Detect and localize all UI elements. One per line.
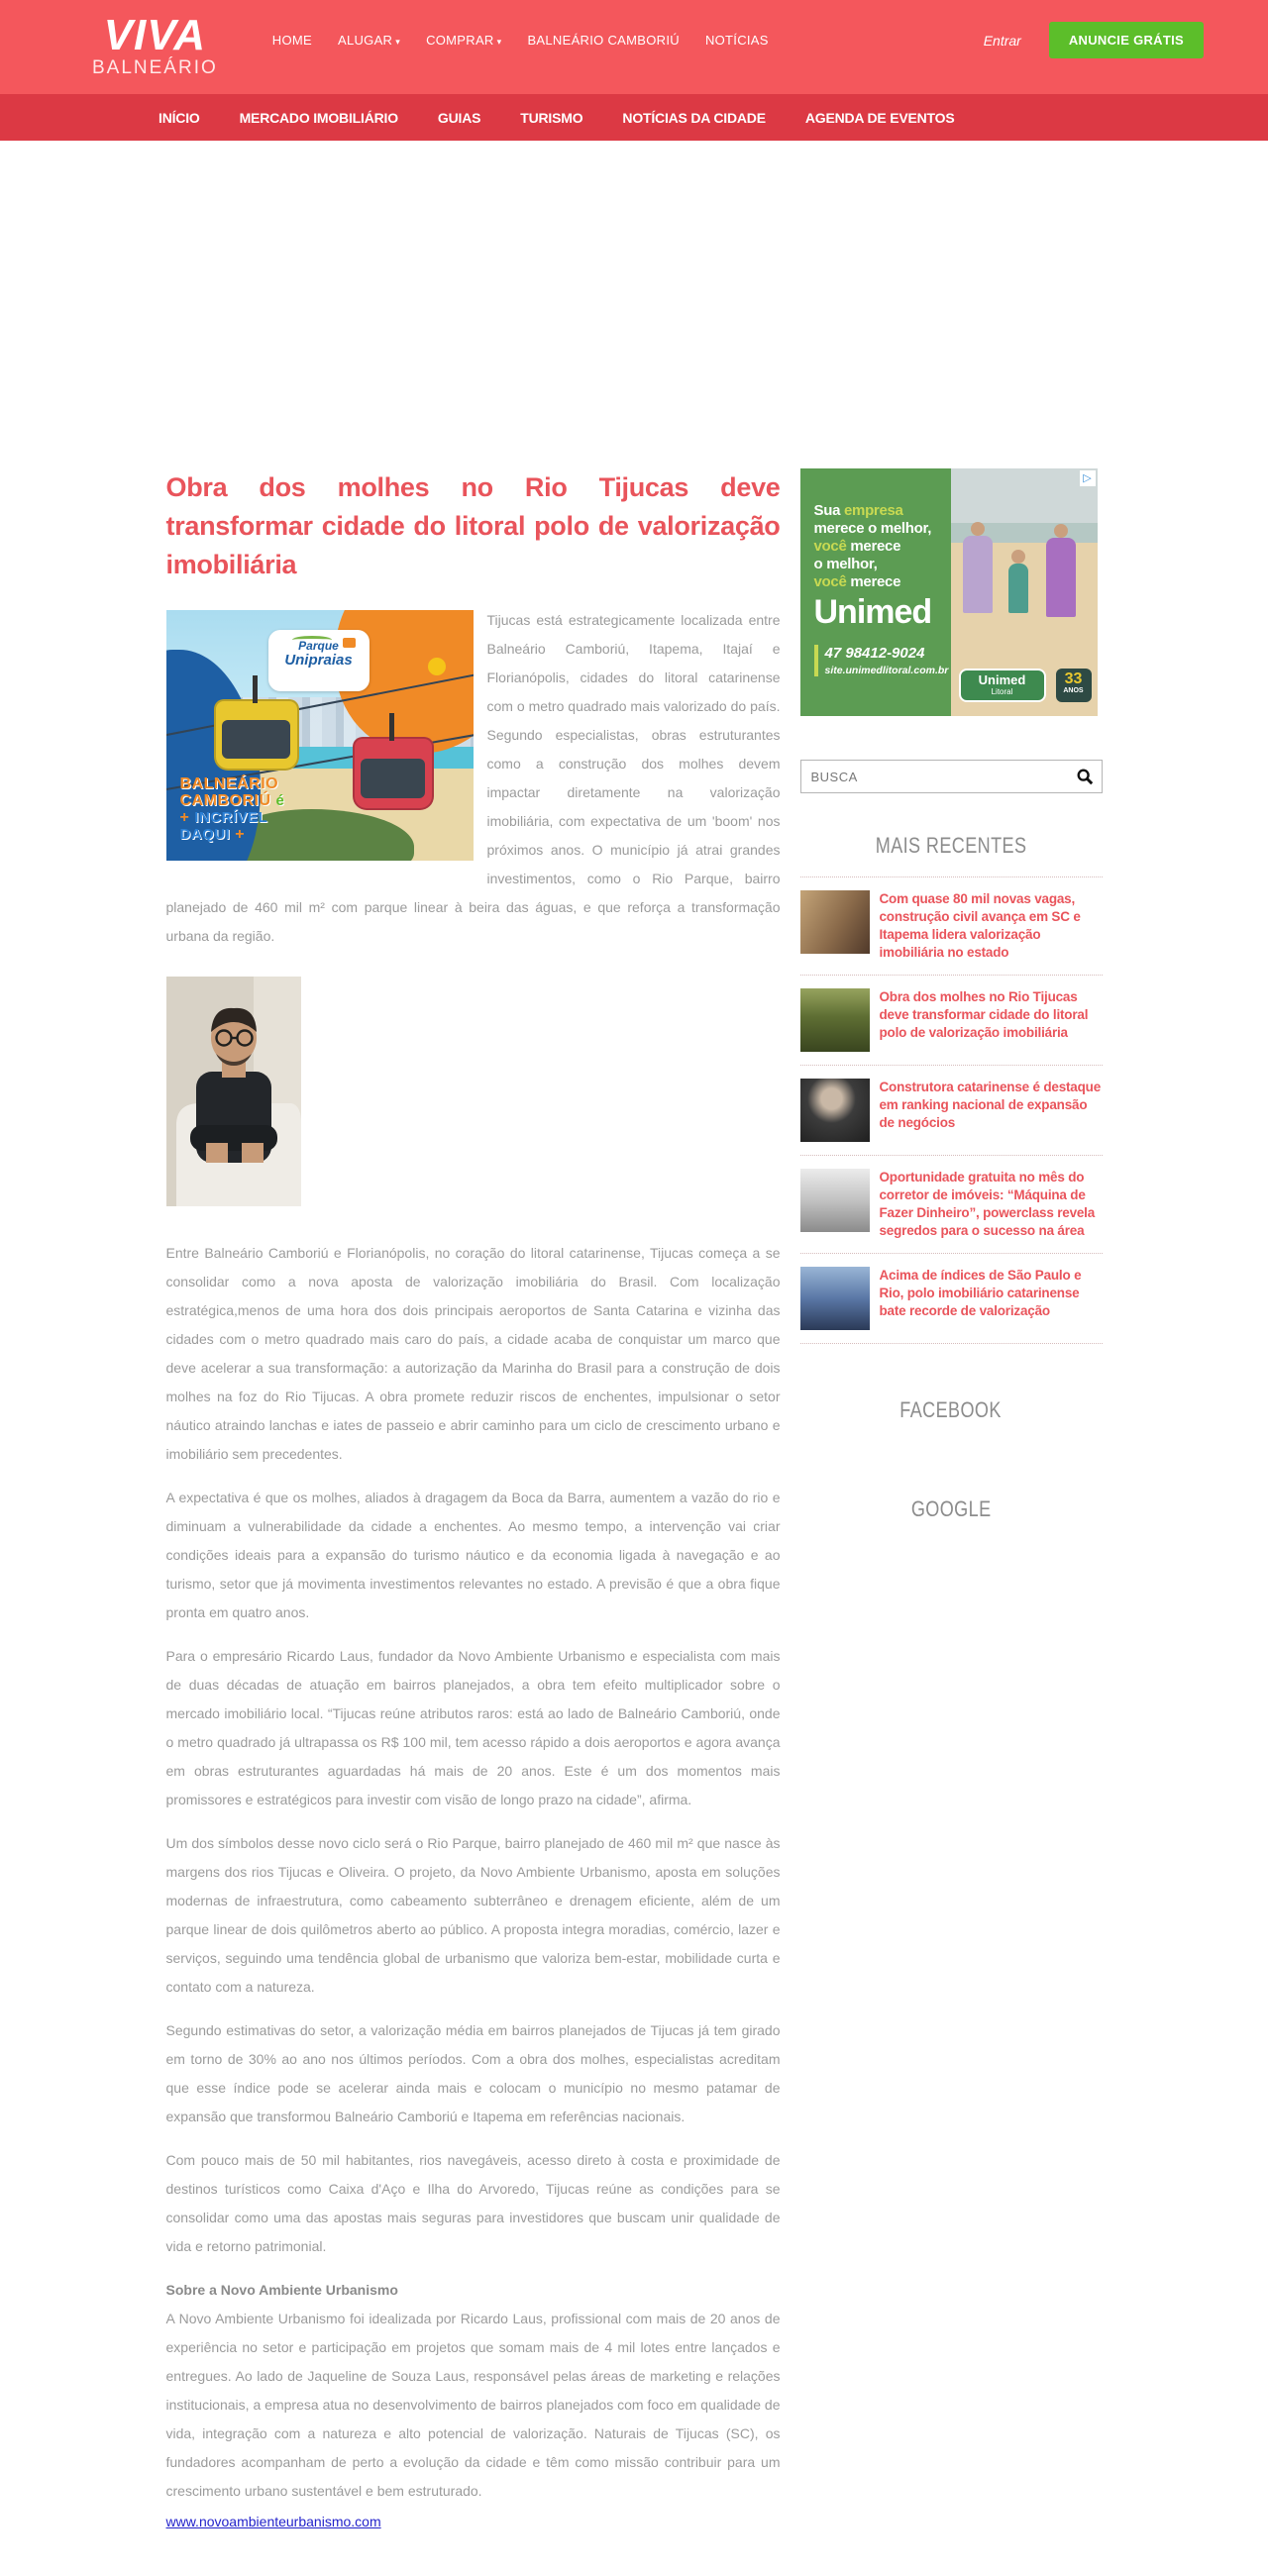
recent-article-item[interactable] <box>800 1155 1103 1253</box>
article-subheading: Sobre a Novo Ambiente Urbanismo <box>165 2282 398 2298</box>
site-header <box>0 0 1268 94</box>
badge-text: Parque <box>298 639 339 653</box>
ad-phone-number: 47 98412-9024 <box>824 645 925 662</box>
subnav-item-guias[interactable]: GUIAS <box>437 109 481 126</box>
facebook-heading: FACEBOOK <box>899 1397 1003 1422</box>
article-paragraph: Segundo estimativas do setor, a valorização média em bairros planejados de Tijucas já tem girado em torno de 30% ao ano nos últimos períodos. Com a obra dos molhes, especialistas acreditam que esse índice pode se acelerar ainda mais e colocam o município no mesmo patamar de expansão que transformou Balneário Camboriú e Itapema em referências nacionais. <box>165 2022 781 2124</box>
nav-item-label: HOME <box>271 33 312 48</box>
badge-brand: Unimed <box>978 672 1026 687</box>
slogan-line: INCRÍVEL <box>194 809 268 826</box>
adchoices-icon[interactable]: ▷ <box>1080 470 1096 486</box>
article-paragraph: A Novo Ambiente Urbanismo foi idealizada por Ricardo Laus, profissional com mais de 20 anos de experiência no setor e participação em projetos que somam mais de 4 mil lotes entre lançados e entregues. Ao lado de Jaqueline de Souza Laus, responsável pelas áreas de marketing e relações institucionais, a empresa atua no desenvolvimento de bairros planejados com foco em qualidade de vida, integração com a natureza e alto potencial de valorização. Naturais de Tijucas (SC), os fundadores acompanham de perto a evolução da cidade e têm como missão contribuir para um crescimento urbano sustentável e bem estruturado. <box>165 2311 781 2499</box>
search-icon <box>1076 768 1094 785</box>
chevron-down-icon: ▾ <box>395 37 401 47</box>
red-gondola-graphic <box>353 737 434 810</box>
recent-article-title: Acima de índices de São Paulo e Rio, polo imobiliário catarinense bate recorde de valorização <box>879 1268 1082 1318</box>
yellow-gondola-graphic <box>214 699 299 771</box>
search-button[interactable] <box>1076 768 1094 785</box>
nav-item-label: BALNEÁRIO CAMBORIÚ <box>527 33 680 48</box>
recent-article-item[interactable] <box>800 1065 1103 1155</box>
badge-sub: Litoral <box>991 687 1013 696</box>
unimed-litoral-badge <box>959 669 1046 702</box>
ad-line: o melhor, <box>813 556 878 572</box>
ricardo-laus-photo <box>166 977 301 1206</box>
years-number: 33 <box>1064 670 1083 687</box>
nav-item-label: ALUGAR <box>337 33 393 48</box>
article-thumbnail <box>800 890 870 954</box>
ad-line: Sua <box>813 502 844 519</box>
family-figure <box>1008 564 1028 613</box>
subnav-item-inicio[interactable]: INÍCIO <box>158 109 200 126</box>
family-figure <box>1046 538 1076 617</box>
recent-articles-list <box>800 876 1103 1344</box>
login-link[interactable]: Entrar <box>983 32 1021 49</box>
subnav-item-noticias-da-cidade[interactable]: NOTÍCIAS DA CIDADE <box>622 109 766 126</box>
recent-article-item[interactable] <box>800 1253 1103 1343</box>
article-thumbnail <box>800 1079 870 1142</box>
nav-item-alugar[interactable] <box>338 33 400 48</box>
sun-icon <box>428 658 446 675</box>
search-input[interactable] <box>811 770 1076 784</box>
page-title: Obra dos molhes no Rio Tijucas deve transformar cidade do litoral polo de valorização imobiliária <box>165 472 781 579</box>
recent-article-title: Oportunidade gratuita no mês do corretor de imóveis: “Máquina de Fazer Dinheiro”, powerclass revela segredos para o sucesso na área <box>879 1170 1096 1238</box>
subnav-item-mercado-imobiliario[interactable]: MERCADO IMOBILIÁRIO <box>239 109 398 126</box>
article-thumbnail <box>800 1267 870 1330</box>
years-label: ANOS <box>1063 687 1084 694</box>
ad-brand-name: Unimed <box>813 593 932 631</box>
plus-icon: + <box>179 809 190 826</box>
article-paragraph: Com pouco mais de 50 mil habitantes, rios navegáveis, acesso direto à costa e proximidade de destinos turísticos como Caixa d'Aço e Ilha do Arvoredo, Tijucas reúne as condições para se consolidar como uma das apostas mais seguras para investidores que buscam unir qualidade de vida e retorno patrimonial. <box>165 2152 781 2254</box>
subnav-item-agenda-de-eventos[interactable]: AGENDA DE EVENTOS <box>804 109 955 126</box>
nav-item-noticias[interactable] <box>705 33 769 48</box>
plus-icon: + <box>235 826 246 843</box>
article-thumbnail <box>800 1169 870 1232</box>
article-paragraph: Para o empresário Ricardo Laus, fundador da Novo Ambiente Urbanismo e especialista com mais de duas décadas de atuação em bairros planejados, a obra tem efeito multiplicador sobre o mercado imobiliário local. “Tijucas reúne atributos raros: está ao lado de Balneário Camboriú, onde o metro quadrado já ultrapassa os R$ 100 mil, tem acesso rápido a dois aeroportos e agora avança em obras estruturantes aguardadas há mais de 20 anos. Este é um dos momentos mais promissores e estratégicos para investir com visão de longo prazo na cidade”, afirma. <box>165 1648 781 1807</box>
recent-heading: MAIS RECENTES <box>875 833 1027 858</box>
search-box <box>800 760 1103 793</box>
empty-ad-slot <box>0 141 1268 468</box>
article-paragraph: Tijucas está estrategicamente localizada entre Balneário Camboriú, Itapema, Itajaí e Florianópolis, cidades do litoral catarinense com o metro quadrado mais valorizado do país. Segundo especialistas, obras estruturantes como a construção dos molhes devem impactar diretamente na valorização imobiliária, com expectativa de um 'boom' nos próximos anos. O município já atrai grandes investimentos, como o Rio Parque, bairro planejado de 460 mil m² com parque linear à beira das águas, e que reforça a transformação urbana da região. <box>165 612 781 944</box>
ad-family-photo <box>951 468 1098 716</box>
slogan-line: CAMBORIÚ <box>179 792 271 809</box>
slogan-line: é <box>275 792 285 809</box>
category-nav <box>0 94 1268 141</box>
nav-item-label: NOTÍCIAS <box>704 33 769 48</box>
ad-website: site.unimedlitoral.com.br <box>824 665 949 676</box>
nav-item-label: COMPRAR <box>426 33 494 48</box>
article-column <box>166 468 781 2536</box>
ad-line: merece <box>846 538 901 555</box>
article-paragraph: Entre Balneário Camboriú e Florianópolis, no coração do litoral catarinense, Tijucas começa a se consolidar como a nova aposta de valorização imobiliária do Brasil. Com localização estratégica,menos de uma hora dos dois principais aeroportos de Santa Catarina e vizinha das cidades com o metro quadrado mais caro do país, a cidade acaba de conquistar um marco que deve acelerar a sua transformação: a autorização da Marinha do Brasil para a construção de dois molhes na foz do Rio Tijucas. A obra promete reduzir riscos de enchentes, impulsionar o setor náutico atraindo lanchas e iates de passeio e abrir caminho para um ciclo de crescimento urbano e imobiliário sem precedentes. <box>165 1245 781 1462</box>
ad-line-highlight: você <box>813 573 847 590</box>
recent-article-title: Construtora catarinense é destaque em ranking nacional de expansão de negócios <box>879 1080 1102 1130</box>
tv-icon <box>343 638 356 648</box>
portrait-photo <box>166 977 781 1211</box>
ad-line-highlight: empresa <box>843 502 903 519</box>
article-thumbnail <box>800 988 870 1052</box>
article-paragraph: Um dos símbolos desse novo ciclo será o Rio Parque, bairro planejado de 460 mil m² que nasce às margens dos rios Tijucas e Oliveira. O projeto, da Novo Ambiente Urbanismo, aposta em soluções modernas de infraestrutura, como cabeamento subterrâneo e drenagem eficiente, além de um parque linear de dois quilômetros aberto ao público. A proposta integra moradias, comércio, lazer e serviços, seguindo uma tendência global de urbanismo que valoriza bem-estar, mobilidade curta e contato com a natureza. <box>165 1835 781 1995</box>
logo-title: VIVA <box>103 10 207 59</box>
ad-line: merece o melhor, <box>813 520 932 537</box>
family-figure <box>963 536 993 613</box>
ad-line-highlight: você <box>813 538 847 555</box>
ad-text-panel <box>800 468 951 716</box>
article-hero-image <box>166 610 474 861</box>
logo-subtitle: BALNEÁRIO <box>92 56 218 78</box>
nav-item-home[interactable] <box>272 33 312 48</box>
logo-arc-icon <box>292 636 332 644</box>
advertise-free-button[interactable]: ANUNCIE GRÁTIS <box>1049 22 1204 58</box>
recent-article-item[interactable] <box>800 876 1103 975</box>
anniversary-badge <box>1056 669 1092 702</box>
chevron-down-icon: ▾ <box>496 37 502 47</box>
recent-article-title: Obra dos molhes no Rio Tijucas deve transformar cidade do litoral polo de valorização imobiliária <box>879 989 1089 1040</box>
slogan-line: BALNEÁRIO <box>179 775 279 792</box>
article-paragraph: A expectativa é que os molhes, aliados à dragagem da Boca da Barra, aumentem a vazão do rio e diminuam a vulnerabilidade da cidade a enchentes. Ao mesmo tempo, a intervenção vai criar condições ideais para a expansão do turismo náutico e da economia ligada à navegação e ao turismo, setor que já movimenta investimentos relevantes no estado. A previsão é que a obra fique pronta em quatro anos. <box>165 1490 781 1620</box>
top-nav <box>272 33 769 48</box>
ad-line: merece <box>846 573 901 590</box>
parque-unipraias-logo <box>268 630 370 691</box>
ad-contact <box>814 645 949 676</box>
slogan-line: DAQUI <box>179 826 231 843</box>
sidebar <box>800 468 1103 1522</box>
external-site-link[interactable]: www.novoambienteurbanismo.com <box>165 2514 381 2529</box>
google-heading: GOOGLE <box>910 1496 992 1521</box>
recent-article-title: Com quase 80 mil novas vagas, construção civil avança em SC e Itapema lidera valorização imobiliária no estado <box>879 891 1081 960</box>
recent-article-item[interactable] <box>800 975 1103 1065</box>
nav-item-comprar[interactable] <box>426 33 501 48</box>
subnav-item-turismo[interactable]: TURISMO <box>520 109 583 126</box>
site-logo[interactable] <box>92 10 218 79</box>
badge-text: Unipraias <box>284 652 353 669</box>
nav-item-balneario-camboriu[interactable] <box>527 33 679 48</box>
unimed-ad-banner[interactable] <box>800 468 1098 716</box>
hero-slogan <box>180 775 285 843</box>
